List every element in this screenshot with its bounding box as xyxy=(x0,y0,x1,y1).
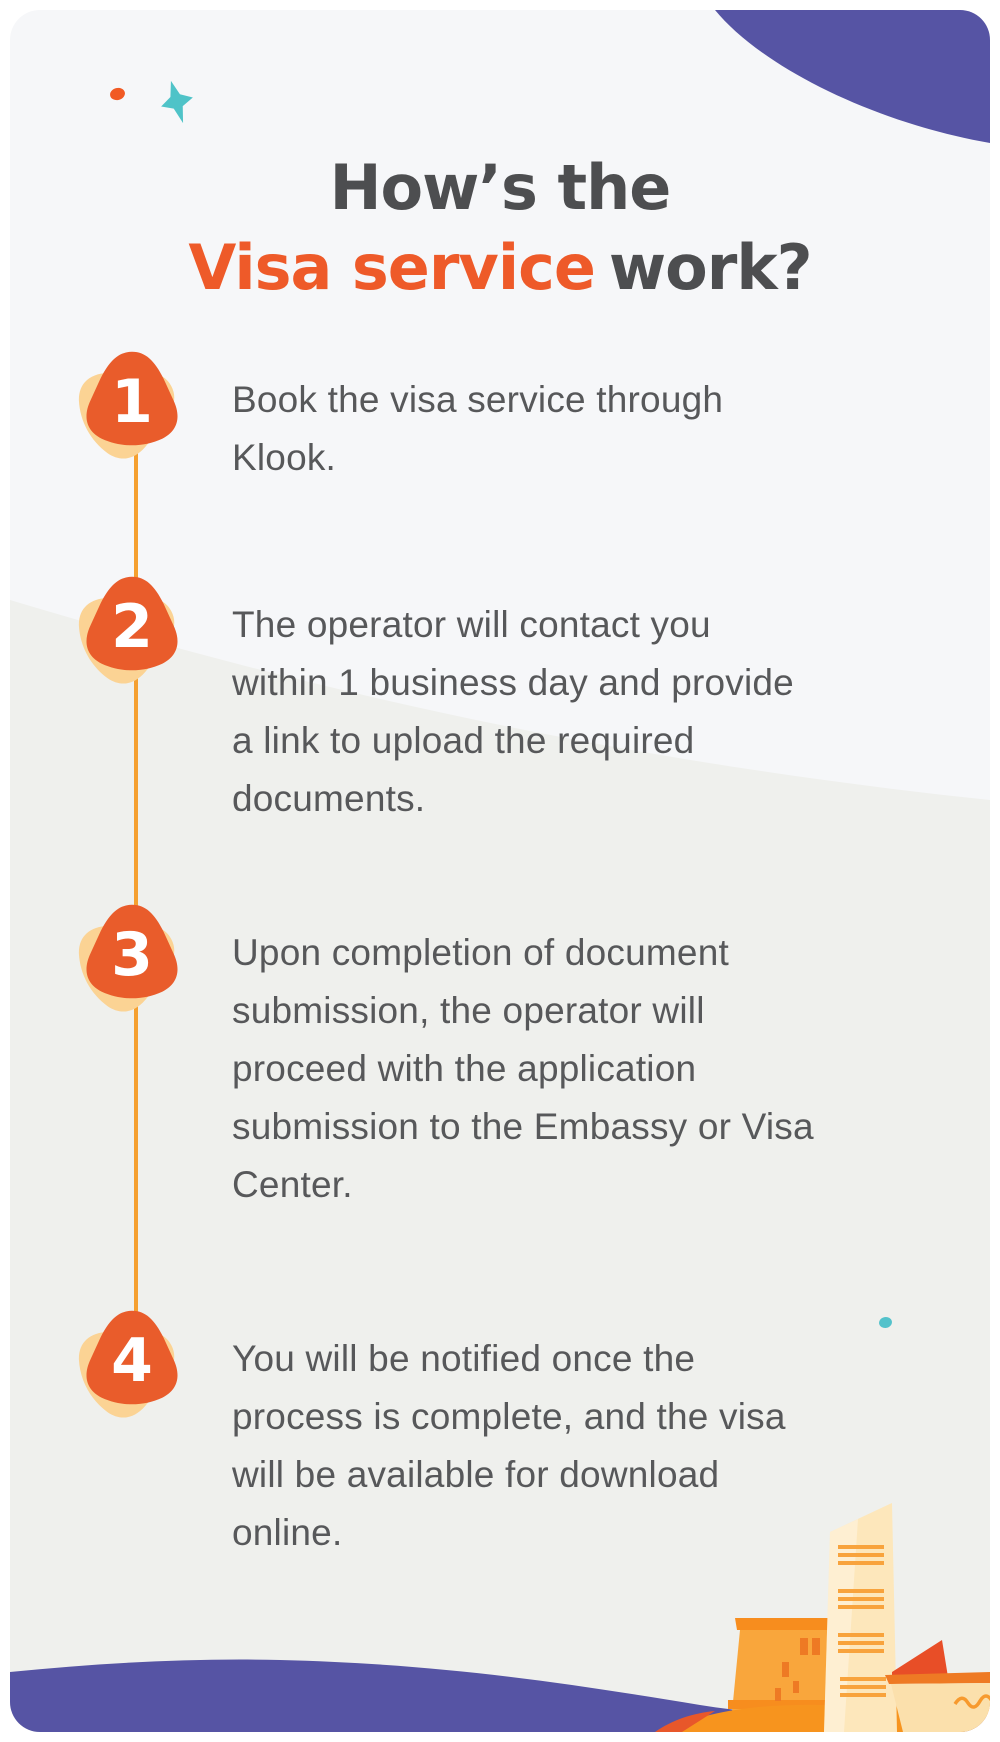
text-line: You will be notified once the xyxy=(232,1338,696,1379)
bottom-illustration xyxy=(10,1482,990,1732)
step-2-badge xyxy=(76,568,188,678)
infographic-card xyxy=(10,10,990,1732)
step-1-number: 1 xyxy=(111,367,153,438)
step-1-badge xyxy=(76,343,188,453)
step-4-badge xyxy=(76,1302,188,1412)
text-line: Book the visa service through xyxy=(232,379,724,420)
title-prefix: How’s the xyxy=(329,151,671,224)
step-3-number: 3 xyxy=(111,920,153,991)
orange-building xyxy=(728,1618,836,1712)
step-2-text xyxy=(232,596,942,828)
text-line: documents. xyxy=(232,778,426,819)
text-line: submission to the Embassy or Visa xyxy=(232,1106,814,1147)
text-line: online. xyxy=(232,1512,343,1553)
text-line: within 1 business day and provide xyxy=(232,662,794,703)
red-sail xyxy=(892,1640,948,1677)
tower-building xyxy=(824,1503,897,1732)
text-line: Upon completion of document xyxy=(232,932,729,973)
text-line: proceed with the application xyxy=(232,1048,697,1089)
step-2-number: 2 xyxy=(111,592,153,663)
step-1-text xyxy=(232,371,942,487)
text-line: a link to upload the required xyxy=(232,720,695,761)
right-building xyxy=(885,1672,990,1732)
step-3-text xyxy=(232,924,942,1214)
text-line: will be available for download xyxy=(232,1454,720,1495)
title-suffix: work? xyxy=(608,231,812,304)
page-title xyxy=(10,148,990,308)
text-line: Center. xyxy=(232,1164,353,1205)
step-3-badge xyxy=(76,896,188,1006)
title-highlight: Visa service xyxy=(188,231,595,304)
text-line: The operator will contact you xyxy=(232,604,711,645)
step-4-number: 4 xyxy=(111,1326,153,1397)
text-line: process is complete, and the visa xyxy=(232,1396,786,1437)
title-line-2 xyxy=(10,228,990,308)
text-line: submission, the operator will xyxy=(232,990,705,1031)
title-line-1 xyxy=(10,148,990,228)
text-line: Klook. xyxy=(232,437,337,478)
purple-blob-top-right xyxy=(690,10,990,160)
